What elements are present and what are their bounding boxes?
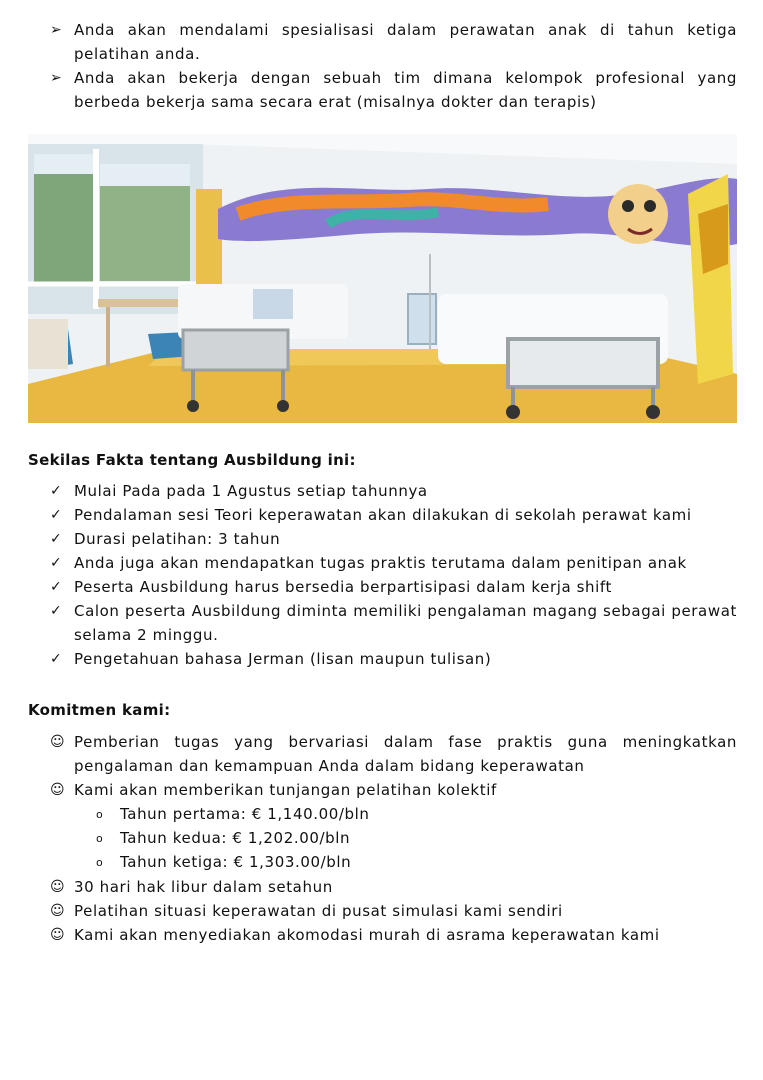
commitment-item-text: Pelatihan situasi keperawatan di pusat simulasi kami sendiri [74,902,563,920]
facts-item-text: Calon peserta Ausbildung diminta memiliki pengalaman magang sebagai perawat selama 2 minggu. [74,602,737,644]
smiley-icon: ☺ [50,782,66,798]
commitment-item-text: Pemberian tugas yang bervariasi dalam fase praktis guna meningkatkan pengalaman dan kemampuan Anda dalam bidang keperawatan [74,733,737,775]
facts-item-text: Anda juga akan mendapatkan tugas praktis terutama dalam penitipan anak [74,554,687,572]
commitment-item [50,923,737,947]
commitment-item-text: Kami akan menyediakan akomodasi murah di asrama keperawatan kami [74,926,660,944]
hospital-room-illustration [28,134,737,423]
arrow-bullet-icon: ➢ [50,70,63,86]
facts-item [50,479,737,503]
commitment-item [50,778,737,802]
commitment-item-text: Kami akan memberikan tunjangan pelatihan kolektif [74,781,497,799]
facts-item [50,647,737,671]
facts-item [50,551,737,575]
commitment-item [50,899,737,923]
facts-item-text: Durasi pelatihan: 3 tahun [74,530,281,548]
checkmark-icon: ✓ [50,579,63,595]
intro-bullet [50,66,737,114]
intro-bullet-text: Anda akan mendalami spesialisasi dalam perawatan anak di tahun ketiga pelatihan anda. [74,21,737,63]
circle-bullet-icon: o [96,832,104,845]
intro-bullet-list [50,18,737,114]
facts-heading: Sekilas Fakta tentang Ausbildung ini: [28,451,356,469]
commitment-item [50,730,737,778]
facts-item [50,599,737,647]
checkmark-icon: ✓ [50,651,63,667]
facts-item [50,575,737,599]
facts-item-text: Pengetahuan bahasa Jerman (lisan maupun tulisan) [74,650,492,668]
commitment-list-continued [50,875,737,947]
facts-list [50,479,737,671]
checkmark-icon: ✓ [50,507,63,523]
commitment-list [50,730,737,802]
facts-item-text: Pendalaman sesi Teori keperawatan akan dilakukan di sekolah perawat kami [74,506,692,524]
salary-item [96,850,370,874]
facts-item-text: Mulai Pada pada 1 Agustus setiap tahunnya [74,482,428,500]
checkmark-icon: ✓ [50,603,63,619]
smiley-icon: ☺ [50,903,66,919]
checkmark-icon: ✓ [50,483,63,499]
checkmark-icon: ✓ [50,531,63,547]
commitment-heading: Komitmen kami: [28,701,171,719]
smiley-icon: ☺ [50,927,66,943]
checkmark-icon: ✓ [50,555,63,571]
circle-bullet-icon: o [96,808,104,821]
arrow-bullet-icon: ➢ [50,22,63,38]
salary-item [96,802,370,826]
salary-list [96,802,370,874]
commitment-item-text: 30 hari hak libur dalam setahun [74,878,333,896]
smiley-icon: ☺ [50,734,66,750]
intro-bullet [50,18,737,66]
commitment-item [50,875,737,899]
salary-item-text: Tahun ketiga: € 1,303.00/bln [120,853,352,871]
facts-item-text: Peserta Ausbildung harus bersedia berpartisipasi dalam kerja shift [74,578,613,596]
salary-item-text: Tahun pertama: € 1,140.00/bln [120,805,370,823]
hospital-room-photo [28,134,737,423]
salary-item [96,826,370,850]
facts-item [50,503,737,527]
smiley-icon: ☺ [50,879,66,895]
facts-item [50,527,737,551]
circle-bullet-icon: o [96,856,104,869]
salary-item-text: Tahun kedua: € 1,202.00/bln [120,829,351,847]
intro-bullet-text: Anda akan bekerja dengan sebuah tim dimana kelompok profesional yang berbeda bekerja sama secara erat (misalnya dokter dan terapis) [74,69,737,111]
